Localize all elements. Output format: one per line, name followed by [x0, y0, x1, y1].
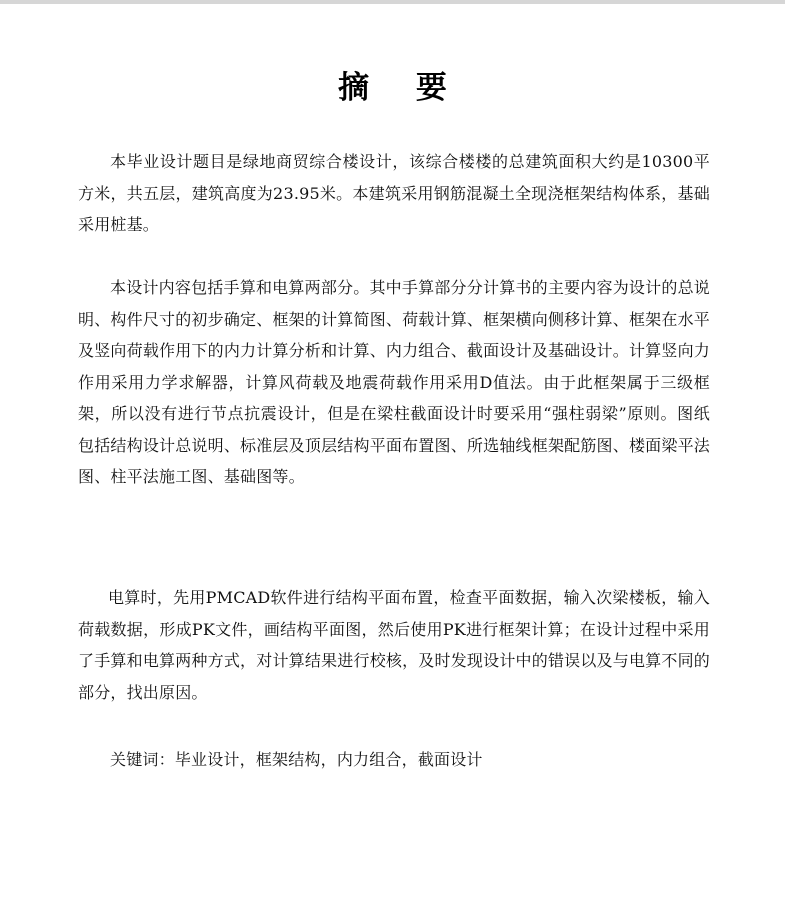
keywords-value: 毕业设计，框架结构，内力组合，截面设计 [174, 750, 483, 769]
keywords-line [110, 744, 483, 776]
abstract-paragraph-2: 本设计内容包括手算和电算两部分。其中手算部分分计算书的主要内容为设计的总说明、构件尺寸的初步确定、框架的计算简图、荷载计算、框架横向侧移计算、框架在水平及竖向荷载作用下的内力计算分析和计算、内力组合、截面设计及基础设计。计算竖向力作用采用力学求解器，计算风荷载及地震荷载作用采用D值法。由于此框架属于三级框架，所以没有进行节点抗震设计，但是在梁柱截面设计时要采用“强柱弱梁”原则。图纸包括结构设计总说明、标准层及顶层结构平面布置图、所选轴线框架配筋图、楼面梁平法图、柱平法施工图、基础图等。 [78, 278, 710, 486]
page-title: 摘 要 [338, 70, 465, 106]
abstract-paragraph-1: 本毕业设计题目是绿地商贸综合楼设计，该综合楼楼的总建筑面积大约是10300平方米，共五层，建筑高度为23.95米。本建筑采用钢筋混凝土全现浇框架结构体系，基础采用桩基。 [78, 152, 710, 234]
abstract-paragraph-3: 电算时，先用PMCAD软件进行结构平面布置，检查平面数据，输入次梁楼板，输入荷载数据，形成PK文件，画结构平面图，然后使用PK进行框架计算；在设计过程中采用了手算和电算两种方式，对计算结果进行校核，及时发现设计中的错误以及与电算不同的部分，找出原因。 [78, 588, 710, 702]
keywords-label: 关键词： [110, 750, 175, 769]
